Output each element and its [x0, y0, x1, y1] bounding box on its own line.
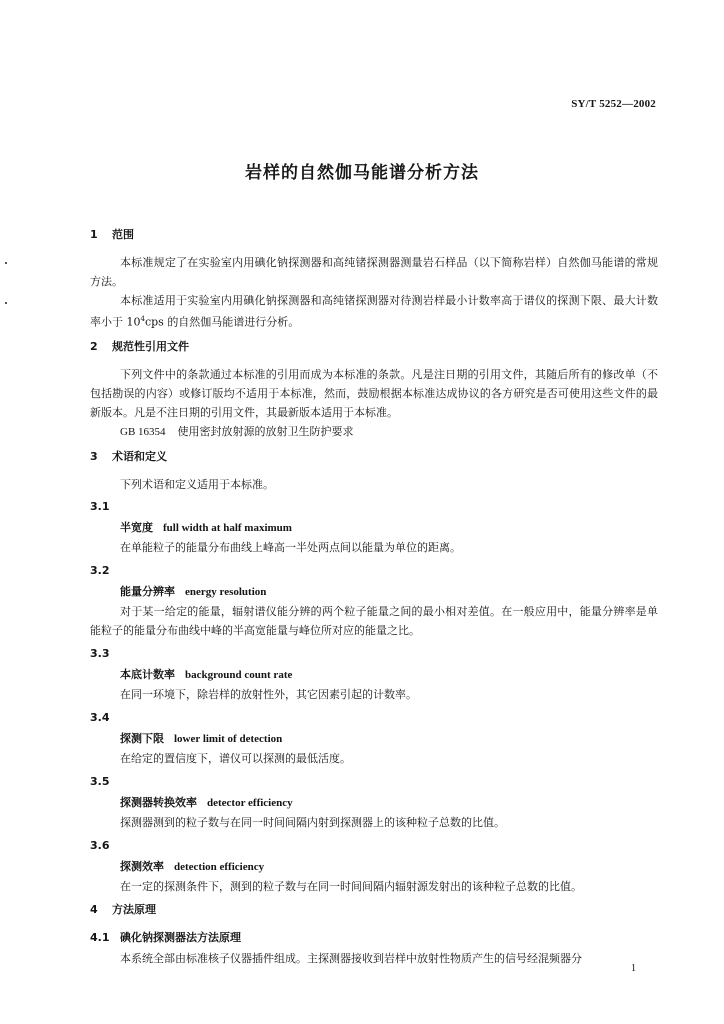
section-number: 3 [90, 449, 98, 463]
term-chinese: 本底计数率 [120, 667, 175, 681]
term-entry [90, 775, 658, 832]
scan-mark [5, 302, 7, 304]
term-number: 3.1 [90, 499, 110, 513]
term-chinese: 半宽度 [120, 520, 153, 534]
section-heading [90, 340, 658, 354]
term-chinese: 探测下限 [120, 731, 164, 745]
term-english: detector efficiency [207, 796, 293, 809]
term-entry [90, 564, 658, 640]
term-name [90, 732, 658, 746]
paragraph: 本标准适用于实验室内用碘化钠探测器和高纯锗探测器对待测岩样最小计数率高于谱仪的探测下限、最大计数率小于 $10^4cps$ 的自然伽马能谱进行分析。 [90, 294, 658, 329]
term-chinese: 探测器转换效率 [120, 795, 197, 809]
term-definition: 在单能粒子的能量分布曲线上峰高一半处两点间以能量为单位的距离。 [120, 540, 461, 554]
paragraph: 下列术语和定义适用于本标准。 [120, 477, 274, 491]
term-definition: 在同一环境下，除岩样的放射性外，其它因素引起的计数率。 [120, 687, 417, 701]
section-heading [90, 228, 658, 242]
term-name [90, 521, 658, 535]
section-heading [90, 903, 658, 917]
term-english: background count rate [185, 668, 293, 681]
document-body [90, 228, 658, 968]
term-chinese: 能量分辨率 [120, 584, 175, 598]
term-definition: 在一定的探测条件下，测到的粒子数与在同一时间间隔内辐射源发射出的该种粒子总数的比值。 [120, 879, 582, 893]
term-number: 3.3 [90, 646, 110, 660]
paragraph: 本标准规定了在实验室内用碘化钠探测器和高纯锗探测器测量岩石样品（以下简称岩样）自然伽马能谱的常规方法。 [90, 256, 658, 288]
term-entry [90, 839, 658, 896]
term-definition: 在给定的置信度下，谱仪可以探测的最低活度。 [120, 751, 351, 765]
scan-mark [5, 262, 7, 264]
section-title: 范围 [112, 228, 134, 241]
term-list [90, 500, 658, 896]
section-heading [90, 450, 658, 464]
reference-title: 使用密封放射源的放射卫生防护要求 [177, 424, 354, 438]
term-english: energy resolution [185, 585, 267, 598]
page-number: 1 [631, 963, 636, 974]
term-english: lower limit of detection [174, 732, 283, 745]
term-english: detection efficiency [174, 860, 265, 873]
term-number: 3.2 [90, 563, 110, 577]
term-entry [90, 647, 658, 704]
term-name [90, 585, 658, 599]
term-number: 3.6 [90, 838, 110, 852]
section-title: 规范性引用文件 [112, 339, 189, 353]
term-name [90, 796, 658, 810]
term-entry [90, 711, 658, 768]
term-entry [90, 500, 658, 557]
standard-code: SY/T 5252—2002 [571, 98, 656, 110]
term-chinese: 探测效率 [120, 859, 164, 873]
subsection-number: 4.1 [90, 930, 110, 944]
page-title: 岩样的自然伽马能谱分析方法 [245, 163, 479, 183]
term-definition: 对于某一给定的能量，辐射谱仪能分辨的两个粒子能量之间的最小相对差值。在一般应用中，能量分辨率是单能粒子的能量分布曲线中峰的半高宽能量与峰位所对应的能量之比。 [90, 604, 658, 637]
term-number: 3.4 [90, 710, 110, 724]
section-number: 1 [90, 228, 98, 241]
term-english: full width at half maximum [163, 521, 292, 534]
section-title: 术语和定义 [112, 449, 167, 463]
section-title: 方法原理 [112, 902, 156, 916]
term-name [90, 860, 658, 874]
reference-code: GB 16354 [120, 425, 166, 438]
normative-reference [90, 422, 658, 442]
subsection-title: 碘化钠探测器法方法原理 [120, 930, 241, 944]
section-number: 2 [90, 339, 98, 353]
paragraph: 下列文件中的条款通过本标准的引用而成为本标准的条款。凡是注日期的引用文件，其随后所有的修改单（不包括勘误的内容）或修订版均不适用于本标准，然而，鼓励根据本标准达成协议的各方研究是否可使用这些文件的最新版本。凡是不注日期的引用文件，其最新版本适用于本标准。 [90, 367, 658, 419]
term-name [90, 668, 658, 682]
term-number: 3.5 [90, 774, 110, 788]
paragraph: 本系统全部由标准核子仪器插件组成。主探测器接收到岩样中放射性物质产生的信号经混频器分 [120, 951, 582, 965]
section-number: 4 [90, 902, 98, 916]
term-definition: 探测器测到的粒子数与在同一时间间隔内射到探测器上的该种粒子总数的比值。 [120, 815, 505, 829]
subsection-heading [90, 931, 658, 945]
